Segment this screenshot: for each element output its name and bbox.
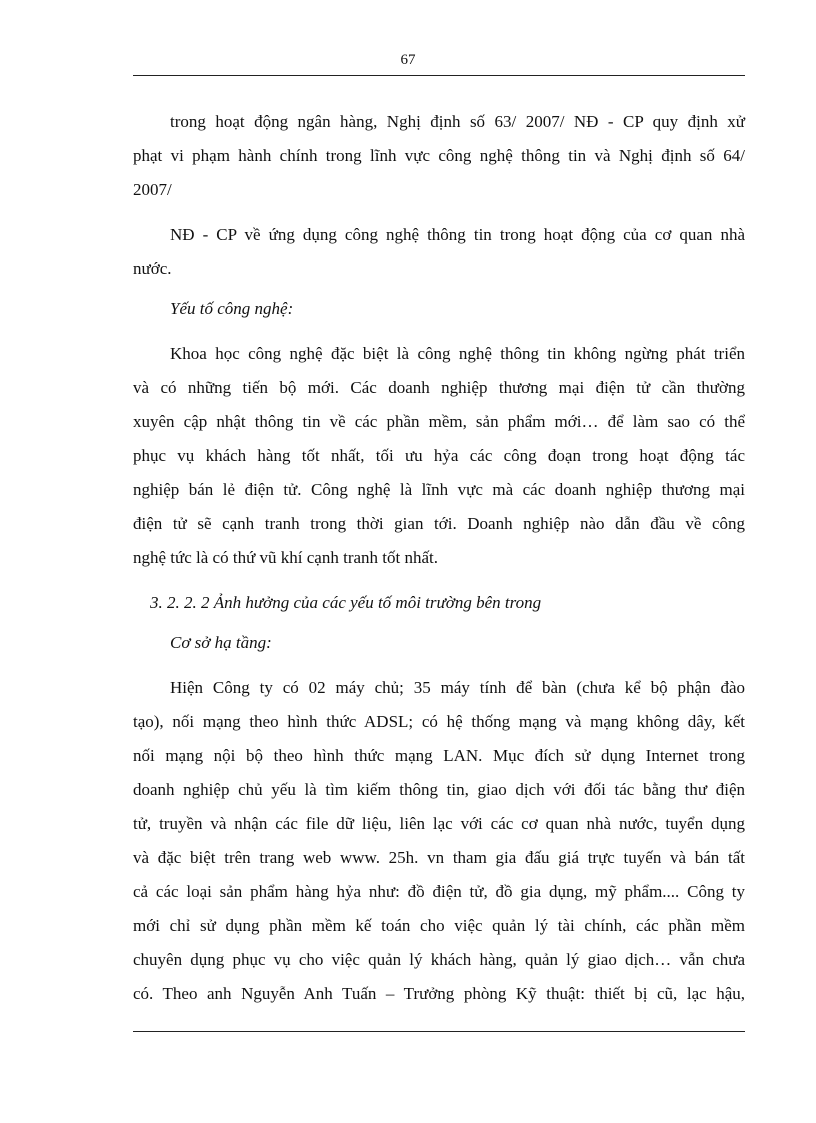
paragraph-line: nối mạng nội bộ theo hình thức mạng LAN. Mục đích sử dụng Internet trong xyxy=(133,746,745,765)
subheading-technology: Yếu tố công nghệ: xyxy=(170,299,294,318)
paragraph-line: phục vụ khách hàng tốt nhất, tối ưu hỷa các công đoạn trong hoạt động tác xyxy=(133,446,745,465)
paragraph-line: chuyên dụng phục vụ cho việc quản lý khách hàng, quản lý giao dịch… vẫn chưa xyxy=(133,950,745,969)
paragraph-line: NĐ - CP về ứng dụng công nghệ thông tin trong hoạt động của cơ quan nhà xyxy=(170,225,745,244)
paragraph-line: nước. xyxy=(133,259,172,278)
paragraph-line: nghệ tức là có thứ vũ khí cạnh tranh tốt nhất. xyxy=(133,548,438,567)
paragraph-line: và có những tiến bộ mới. Các doanh nghiệp thương mại điện tử cần thường xyxy=(133,378,745,397)
paragraph-line: trong hoạt động ngân hàng, Nghị định số 63/ 2007/ NĐ - CP quy định xử xyxy=(170,112,745,131)
paragraph-line: nghiệp bán lẻ điện tử. Công nghệ là lĩnh vực mà các doanh nghiệp thương mại xyxy=(133,480,745,499)
paragraph-line: có. Theo anh Nguyễn Anh Tuấn – Trưởng phòng Kỹ thuật: thiết bị cũ, lạc hậu, xyxy=(133,984,745,1003)
paragraph-line: phạt vi phạm hành chính trong lĩnh vực công nghệ thông tin và Nghị định số 64/ xyxy=(133,146,745,165)
paragraph-line: xuyên cập nhật thông tin về các phần mềm, sản phẩm mới… để làm sao có thể xyxy=(133,412,745,431)
paragraph-line: và đặc biệt trên trang web www. 25h. vn tham gia đấu giá trực tuyến và bán tất xyxy=(133,848,745,867)
paragraph-line: Hiện Công ty có 02 máy chủ; 35 máy tính để bàn (chưa kể bộ phận đào xyxy=(170,678,745,697)
header-rule xyxy=(133,75,745,76)
paragraph-line: tạo), nối mạng theo hình thức ADSL; có hệ thống mạng và mạng không dây, kết xyxy=(133,712,745,731)
section-heading: 3. 2. 2. 2 Ảnh hưởng của các yếu tố môi trường bên trong xyxy=(150,593,542,612)
paragraph-line: mới chỉ sử dụng phần mềm kế toán cho việc quản lý tài chính, các phần mềm xyxy=(133,916,745,935)
paragraph-line: cả các loại sản phẩm hàng hỷa như: đồ điện tử, đồ gia dụng, mỹ phẩm.... Công ty xyxy=(133,882,745,901)
subheading-infrastructure: Cơ sở hạ tầng: xyxy=(170,633,272,652)
paragraph-line: Khoa học công nghệ đặc biệt là công nghệ thông tin không ngừng phát triển xyxy=(170,344,745,363)
paragraph-line: điện tử sẽ cạnh tranh trong thời gian tới. Doanh nghiệp nào dẫn đầu về công xyxy=(133,514,745,533)
paragraph-line: doanh nghiệp chủ yếu là tìm kiếm thông tin, giao dịch với đối tác bằng thư điện xyxy=(133,780,745,799)
paragraph-line: tử, truyền và nhận các file dữ liệu, liên lạc với các cơ quan nhà nước, tuyển dụng xyxy=(133,814,745,833)
page-number: 67 xyxy=(400,52,416,68)
footer-rule xyxy=(133,1031,745,1032)
paragraph-line: 2007/ xyxy=(133,180,172,199)
